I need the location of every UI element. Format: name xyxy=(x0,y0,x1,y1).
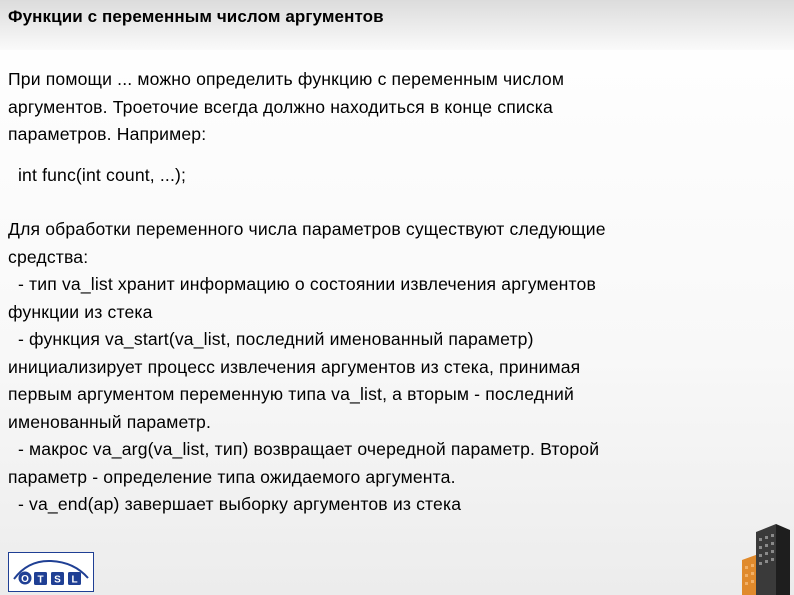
list-item: - макрос va_arg(va_list, тип) возвращает очередной параметр. Второй xyxy=(18,439,600,459)
tools-line: средства: xyxy=(8,246,89,267)
tools-line: Для обработки переменного числа параметров существуют следующие xyxy=(8,219,606,239)
code-example: int func(int count, ...); xyxy=(18,164,187,185)
list-item-cont: функции из стека xyxy=(8,301,153,322)
svg-text:O: O xyxy=(21,574,29,585)
svg-text:T: T xyxy=(37,574,44,586)
list-item: - функция va_start(va_list, последний именованный параметр) xyxy=(18,329,534,349)
intro-line: аргументов. Троеточие всегда должно находиться в конце списка xyxy=(8,96,553,117)
slide-title: Функции с переменным числом аргументов xyxy=(8,7,384,26)
list-item-cont: инициализирует процесс извлечения аргументов из стека, принимая xyxy=(8,356,581,377)
intro-line: При помощи ... можно определить функцию с переменным числом xyxy=(8,69,565,89)
otsl-logo xyxy=(8,552,94,592)
svg-text:S: S xyxy=(54,574,61,586)
list-item-cont: первым аргументом переменную типа va_list, а вторым - последний xyxy=(8,384,574,404)
list-item-cont: параметр - определение типа ожидаемого аргумента. xyxy=(8,466,456,487)
slide-body xyxy=(8,66,698,519)
list-item: - тип va_list хранит информацию о состоянии извлечения аргументов xyxy=(18,274,596,294)
list-item: - va_end(ap) завершает выборку аргументов из стека xyxy=(18,494,462,514)
svg-text:L: L xyxy=(71,574,78,586)
list-item-cont: именованный параметр. xyxy=(8,411,211,432)
building-graphic xyxy=(738,520,794,595)
intro-line: параметров. Например: xyxy=(8,124,207,144)
